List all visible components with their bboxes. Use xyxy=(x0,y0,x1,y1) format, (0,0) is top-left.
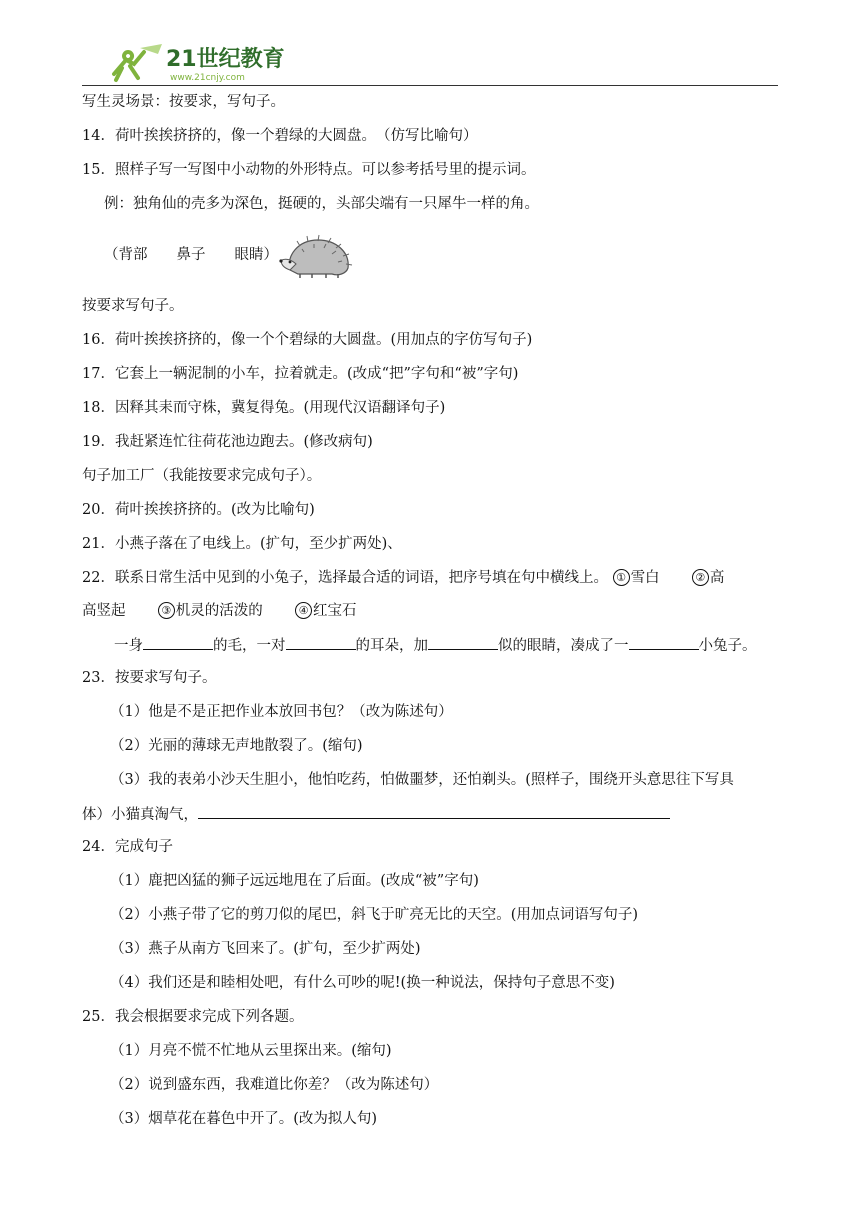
option-number-3: ③ xyxy=(158,602,175,619)
option-number-2: ② xyxy=(692,569,709,586)
option-2-end: 高竖起 xyxy=(82,603,126,619)
question-17: 17．它套上一辆泥制的小车，拉着就走。(改成“把”字句和“被”字句) xyxy=(82,366,519,382)
answer-blank-4[interactable] xyxy=(629,634,699,650)
question-23-3: （3）我的表弟小沙天生胆小，他怕吃药，怕做噩梦，还怕剃头。(照样子，围绕开头意思往下写具 xyxy=(110,772,734,788)
fill-text-4: 似的眼睛，凑成了一 xyxy=(498,638,629,654)
option-2-start: 高 xyxy=(709,570,725,586)
question-23: 23．按要求写句子。 xyxy=(82,670,217,686)
question-25-3: （3）烟草花在暮色中开了。(改为拟人句) xyxy=(110,1111,378,1127)
logo-text: 21世纪教育 xyxy=(166,47,285,72)
fill-text-1: 一身 xyxy=(114,638,143,654)
question-23-1: （1）他是不是正把作业本放回书包？（改为陈述句） xyxy=(110,704,453,720)
question-24: 24．完成句子 xyxy=(82,839,173,855)
answer-line[interactable] xyxy=(198,803,670,819)
question-24-4: （4）我们还是和睦相处吧，有什么可吵的呢!(换一种说法，保持句子意思不变) xyxy=(110,975,615,991)
question-20: 20．荷叶挨挨挤挤的。(改为比喻句) xyxy=(82,502,315,518)
option-number-4: ④ xyxy=(295,602,312,619)
fill-text-5: 小兔子。 xyxy=(698,638,757,654)
question-24-3: （3）燕子从南方飞回来了。(扩句，至少扩两处) xyxy=(110,941,421,957)
question-22 xyxy=(82,568,724,588)
question-23-2: （2）光丽的薄球无声地散裂了。(缩句) xyxy=(110,738,363,754)
answer-blank-2[interactable] xyxy=(286,634,356,650)
section-title-3: 句子加工厂（我能按要求完成句子）。 xyxy=(82,468,322,484)
fill-in-sentence xyxy=(114,634,757,656)
option-1: 雪白 xyxy=(630,570,660,586)
logo-subtext: www.21cnjy.com xyxy=(170,73,245,83)
question-25-1: （1）月亮不慌不忙地从云里探出来。(缩句) xyxy=(110,1043,392,1059)
page-header xyxy=(82,38,778,86)
question-19: 19．我赶紧连忙往荷花池边跑去。(修改病句) xyxy=(82,434,373,450)
question-23-3-continued xyxy=(82,803,670,825)
example-line: 例：独角仙的壳多为深色，挺硬的，头部尖端有一只犀牛一样的角。 xyxy=(104,196,539,212)
question-14: 14．荷叶挨挨挤挤的，像一个碧绿的大圆盘。 （仿写比喻句） xyxy=(82,128,478,144)
question-18: 18．因释其耒而守株，冀复得兔。(用现代汉语翻译句子) xyxy=(82,400,446,416)
line-section-title-1: 写生灵场景：按要求，写句子。 xyxy=(82,94,285,110)
option-4: 红宝石 xyxy=(313,603,357,619)
question-25: 25．我会根据要求完成下列各题。 xyxy=(82,1009,304,1025)
question-23-3-prompt: 体）小猫真淘气， xyxy=(82,807,198,823)
hint-words: （背部 鼻子 眼睛） xyxy=(104,247,278,263)
answer-blank-1[interactable] xyxy=(143,634,213,650)
question-16 xyxy=(82,330,532,350)
question-21: 21．小燕子落在了电线上。(扩句，至少扩两处)、 xyxy=(82,536,402,552)
section-title-2: 按要求写句子。 xyxy=(82,298,184,314)
option-number-1: ① xyxy=(613,569,630,586)
question-15: 15．照样子写一写图中小动物的外形特点。可以参考括号里的提示词。 xyxy=(82,162,536,178)
hedgehog-icon xyxy=(276,234,354,280)
question-24-2: （2）小燕子带了它的剪刀似的尾巴，斜飞于旷亮无比的天空。(用加点词语写句子) xyxy=(110,907,639,923)
question-24-1: （1）鹿把凶猛的狮子远远地甩在了后面。(改成“被”字句) xyxy=(110,873,479,889)
question-22-text: 22．联系日常生活中见到的小兔子，选择最合适的词语，把序号填在句中横线上。 xyxy=(82,570,608,586)
fill-text-2: 的毛，一对 xyxy=(213,638,286,654)
question-25-2: （2）说到盛东西，我难道比你差？（改为陈述句） xyxy=(110,1077,439,1093)
header-divider xyxy=(82,85,778,86)
option-3: 机灵的活泼的 xyxy=(175,603,263,619)
answer-blank-3[interactable] xyxy=(428,634,498,650)
question-22-options xyxy=(82,601,357,621)
logo xyxy=(100,40,290,84)
fill-text-3: 的耳朵，加 xyxy=(355,638,428,654)
question-16-text: 16．荷叶挨挨挤挤的，像一个个碧绿的大圆盘。(用加点的字仿写句子) xyxy=(82,332,533,348)
runner-icon xyxy=(114,52,144,80)
